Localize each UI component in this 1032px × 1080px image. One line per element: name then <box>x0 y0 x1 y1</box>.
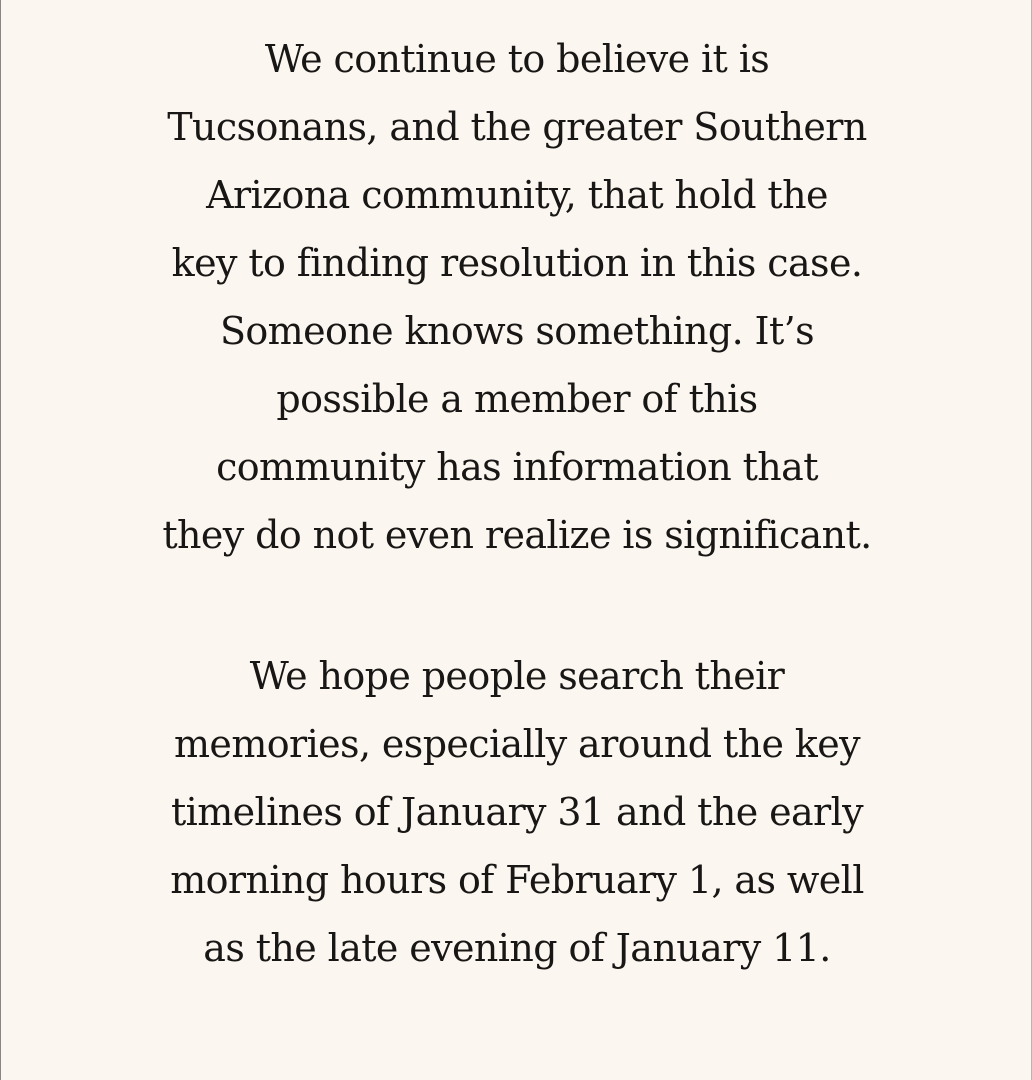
text-line: morning hours of February 1, as well <box>170 858 864 902</box>
text-line: memories, especially around the key <box>174 722 860 766</box>
text-line: they do not even realize is significant. <box>162 513 872 557</box>
paragraph-community-appeal <box>1 25 1032 569</box>
text-line: We continue to believe it is <box>264 37 770 81</box>
text-line: key to finding resolution in this case. <box>171 241 863 285</box>
text-line: Someone knows something. It’s <box>219 309 815 353</box>
text-line: timelines of January 31 and the early <box>170 790 864 834</box>
text-line: Arizona community, that hold the <box>206 173 828 217</box>
text-line: as the late evening of January 11. <box>203 926 831 970</box>
text-line: community has information that <box>216 445 818 489</box>
text-line: We hope people search their <box>249 654 785 698</box>
text-line: Tucsonans, and the greater Southern <box>167 105 867 149</box>
text-line: possible a member of this <box>276 377 758 421</box>
paragraph-timeline-request <box>1 642 1032 982</box>
